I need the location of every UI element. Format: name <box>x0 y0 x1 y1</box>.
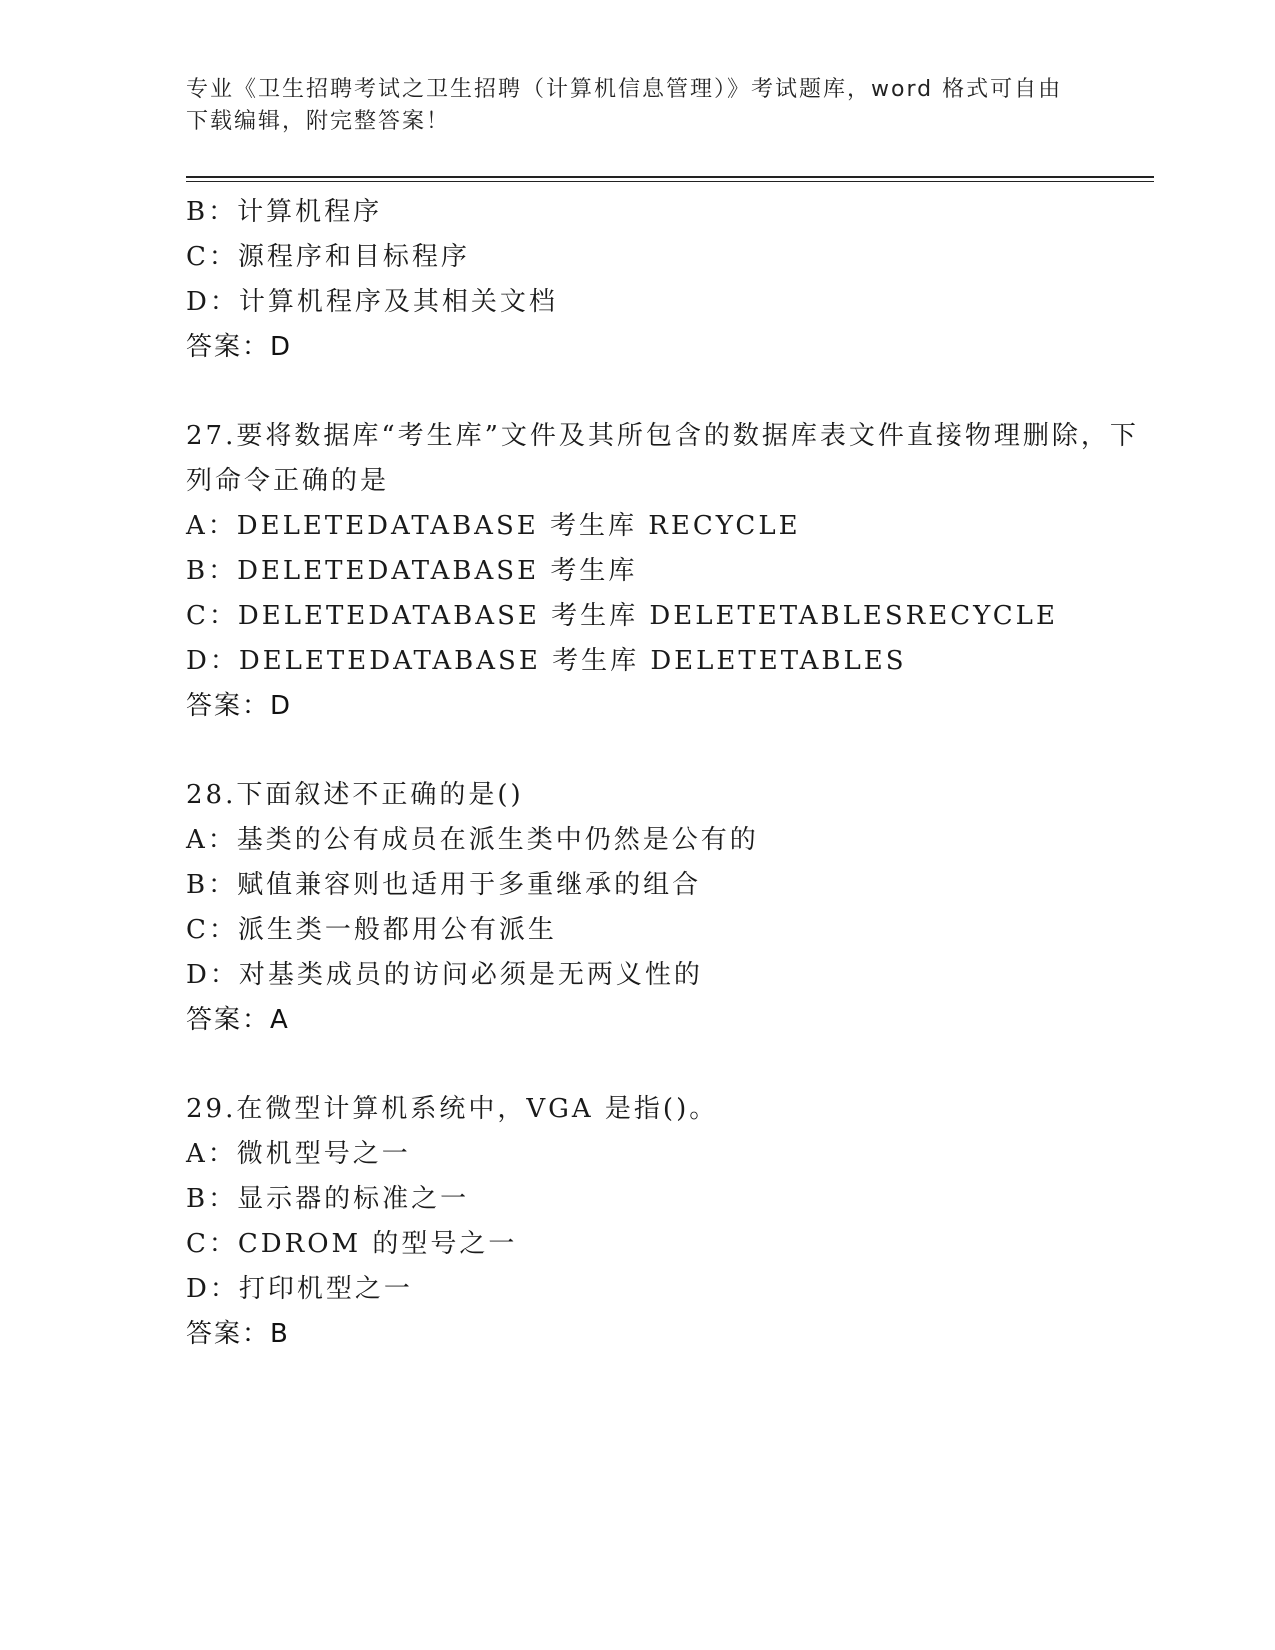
q29-question: 29.在微型计算机系统中，VGA 是指()。 <box>186 1094 719 1124</box>
spacer <box>186 729 1146 773</box>
question-27-block <box>186 414 1146 729</box>
q29-answer: 答案：B <box>186 1319 290 1349</box>
q29-option-c: C：CDROM 的型号之一 <box>186 1229 518 1259</box>
q28-option-c: C：派生类一般都用公有派生 <box>186 915 557 945</box>
q26-option-b: B：计算机程序 <box>186 197 383 227</box>
q26-option-c: C：源程序和目标程序 <box>186 242 470 272</box>
q27-option-b: B：DELETEDATABASE 考生库 <box>186 556 638 586</box>
q27-question: 27.要将数据库“考生库”文件及其所包含的数据库表文件直接物理删除，下列命令正确的是 <box>186 421 1139 496</box>
header-rule-thick <box>186 176 1154 178</box>
q28-option-b: B：赋值兼容则也适用于多重继承的组合 <box>186 870 702 900</box>
document-header: 专业《卫生招聘考试之卫生招聘（计算机信息管理）》考试题库，word 格式可自由下载编辑，附完整答案！ <box>186 77 1063 134</box>
spacer <box>186 1043 1146 1087</box>
spacer <box>186 370 1146 414</box>
q28-answer: 答案：A <box>186 1005 290 1035</box>
q26-answer: 答案：D <box>186 332 293 362</box>
q26-option-d: D：计算机程序及其相关文档 <box>186 287 558 317</box>
header-rule-thin <box>186 181 1154 182</box>
q29-option-a: A：微机型号之一 <box>186 1139 411 1169</box>
question-29-block <box>186 1087 1146 1357</box>
q28-option-d: D：对基类成员的访问必须是无两义性的 <box>186 960 703 990</box>
q29-option-b: B：显示器的标准之一 <box>186 1184 470 1214</box>
question-26-block <box>186 190 1146 370</box>
question-28-block <box>186 773 1146 1043</box>
q27-option-d: D：DELETEDATABASE 考生库 DELETETABLES <box>186 646 907 676</box>
q28-question: 28.下面叙述不正确的是() <box>186 780 524 810</box>
question-content <box>186 190 1146 1357</box>
q27-answer: 答案：D <box>186 691 293 721</box>
q27-option-a: A：DELETEDATABASE 考生库 RECYCLE <box>186 511 801 541</box>
q28-option-a: A：基类的公有成员在派生类中仍然是公有的 <box>186 825 759 855</box>
q27-option-c: C：DELETEDATABASE 考生库 DELETETABLESRECYCLE <box>186 601 1058 631</box>
q29-option-d: D：打印机型之一 <box>186 1274 413 1304</box>
